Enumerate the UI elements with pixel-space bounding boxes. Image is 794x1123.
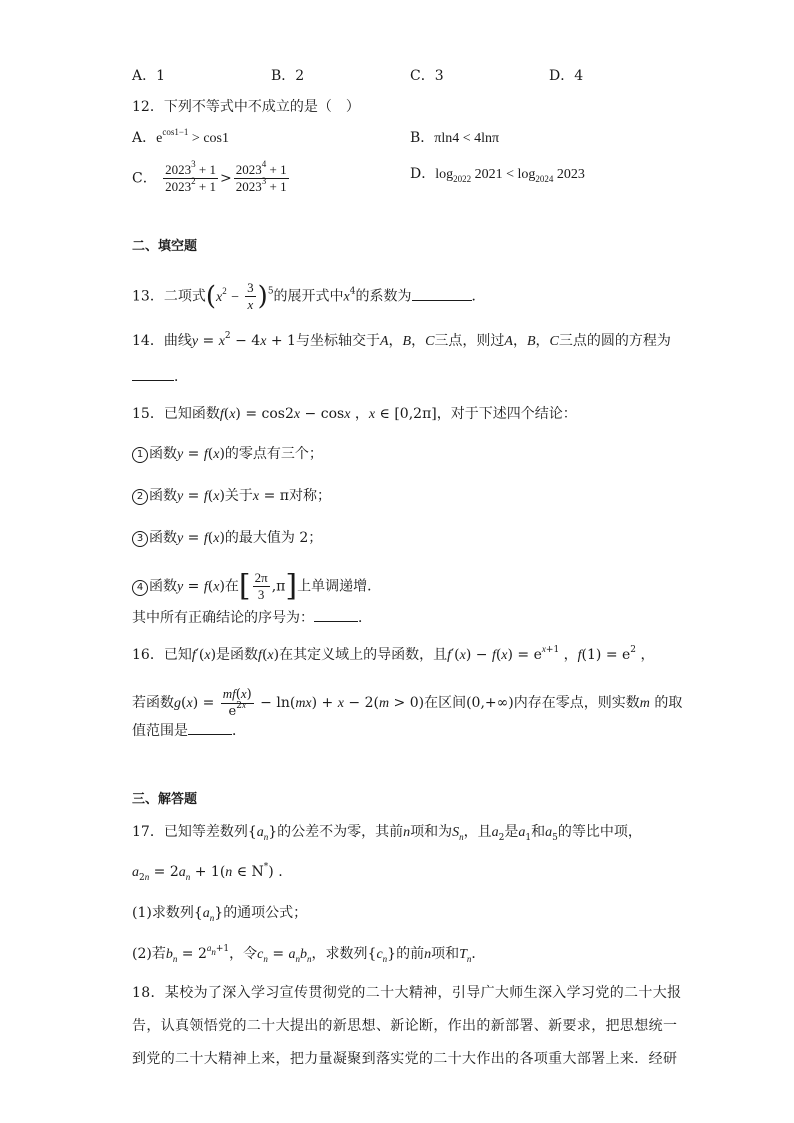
- q17-line2: $a_{2n} = 2a_n + 1(n$ ∈ N*) .: [132, 862, 283, 883]
- q12-option-a: A．$e^{cos1-1} > \cos 1$: [132, 127, 229, 146]
- q13: 13．二项式($x^2$ − $\frac{3}{x}$ )$^5$的展开式中$x^4$的系数为 ．: [132, 280, 486, 312]
- q14-line2: ．: [132, 367, 188, 387]
- q11-option-b: B．2: [271, 68, 305, 84]
- q11-option-c: C．3: [410, 68, 444, 84]
- q14-line1: 14．曲线$y = x^2 - 4x + 1$与坐标轴交于A，B，C三点，则过A，B，C三点的圆的方程为: [132, 331, 671, 349]
- q15-item-4: 4 函数y = f(x)在[ $\frac{2\pi}{3}$ ,π]上单调递增．: [132, 570, 381, 603]
- q12-stem: 12．下列不等式中不成立的是（ ）: [132, 99, 360, 115]
- q16-line2: 若函数g(x) = $\frac{mf(x)}{e^{2x}}$ − ln(mx) + x − 2(m > 0)在区间(0,+∞)内存在零点，则实数m 的取: [132, 686, 683, 719]
- q12-option-b: B．πln4 < 4lnπ: [410, 130, 500, 146]
- q11-option-a: A．1: [132, 68, 166, 84]
- q18-line1: 18．某校为了深入学习宣传贯彻党的二十大精神，引导广大师生深入学习党的二十大报: [132, 985, 682, 1001]
- q15-stem: 15．已知函数f(x) = cos2x − cosx ，x ∈ [0,2π]，对于下述四个结论：: [132, 406, 577, 422]
- q15-item-1: 1 函数y = f(x)的零点有三个；: [132, 444, 323, 465]
- q16-line1: 16．已知f′(x)是函数f(x)在其定义域上的导函数，且$f'(x) - f(x) = e^{x+1}$ ，$f(1) = e^2$ ，: [132, 644, 655, 663]
- q12-option-d: D．$\log_{2022} 2021 < \log_{2024} 2023$: [410, 166, 585, 184]
- q12-option-c: C． $\frac{2023^3 + 1}{2023^2 + 1}$ > $\frac{2023^4 + 1}{2023^3 + 1}$: [132, 159, 287, 194]
- q15-item-3: 3 函数y = f(x)的最大值为 2；: [132, 528, 322, 549]
- section-answer: 三、解答题: [132, 792, 198, 807]
- q17-line1: 17．已知等差数列$\{a_n\}$的公差不为零，其前n项和为$S_n$，且$a_2$是$a_1$和$a_5$的等比中项，: [132, 824, 642, 843]
- q16-line3: 值范围是 ．: [132, 723, 246, 739]
- q18-line2: 告，认真领悟党的二十大提出的新思想、新论断，作出的新部署、新要求，把思想统一: [132, 1018, 678, 1034]
- q17-part2: (2)若$b_n = 2^{a_n+1}$，令$c_n = a_nb_n$，求数列$\{c_n\}$的前n项和$T_n$．: [132, 943, 486, 964]
- q15-conclusion: 其中所有正确结论的序号为： ．: [132, 610, 372, 626]
- q11-option-d: D．4: [549, 68, 584, 84]
- section-fill-in: 二、填空题: [132, 239, 198, 254]
- q17-part1: (1)求数列$\{a_n\}$的通项公式；: [132, 905, 308, 923]
- q18-line3: 到党的二十大精神上来，把力量凝聚到落实党的二十大作出的各项重大部署上来．经研: [132, 1051, 678, 1067]
- q15-item-2: 2 函数y = f(x)关于x = π对称；: [132, 486, 331, 507]
